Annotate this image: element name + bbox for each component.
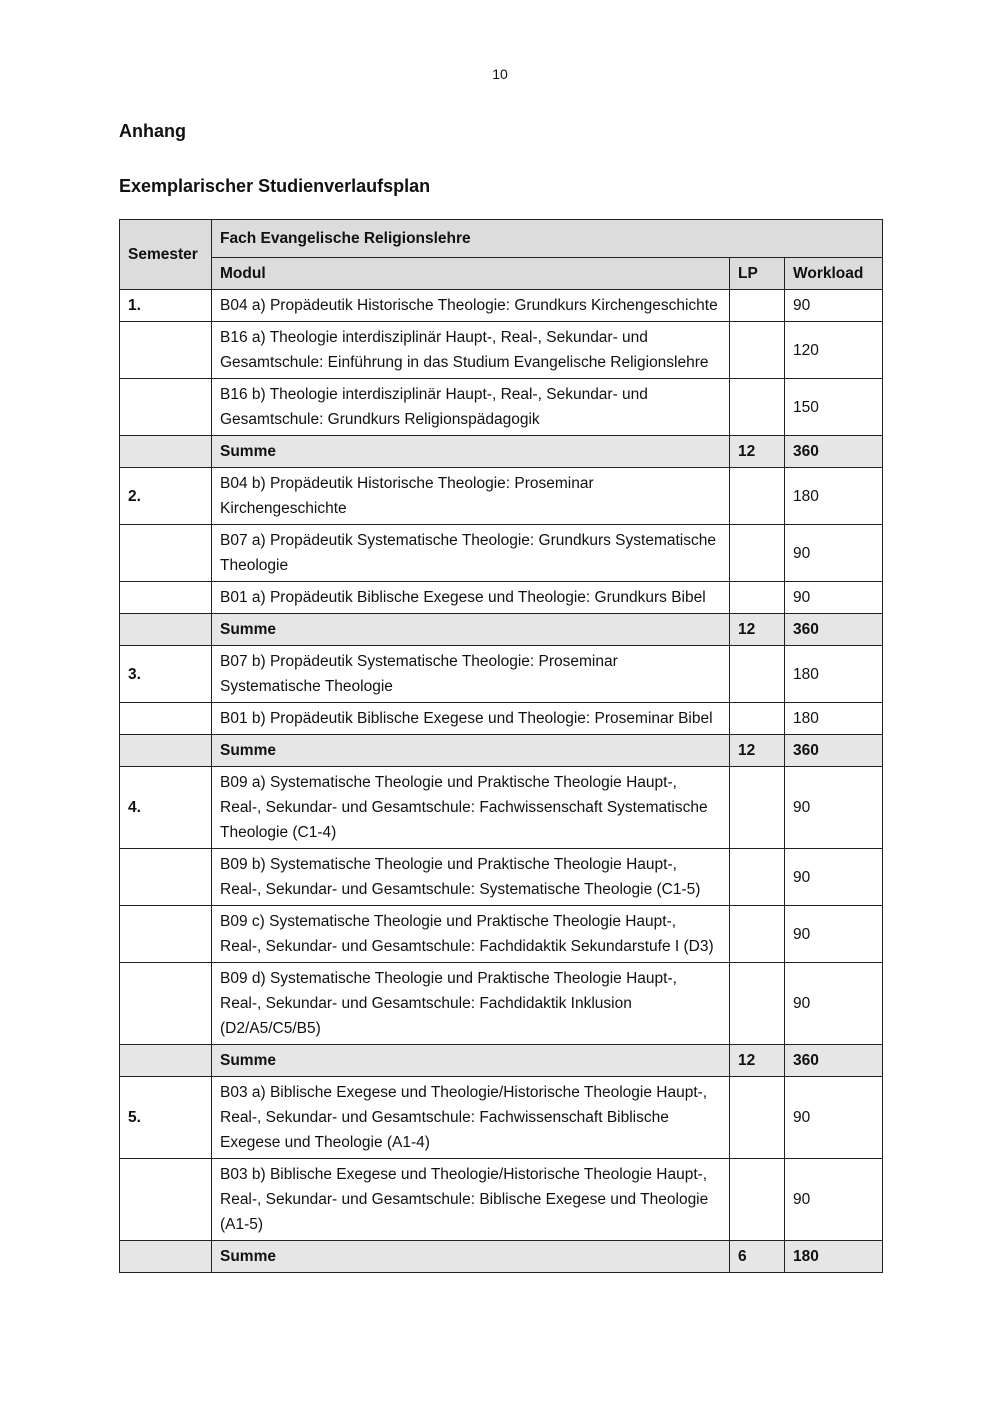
sum-workload: 360: [785, 1045, 883, 1077]
module-workload: 90: [785, 849, 883, 906]
sum-workload: 180: [785, 1241, 883, 1273]
sum-label: Summe: [212, 1241, 730, 1273]
sum-semester-cell: [120, 735, 212, 767]
sum-lp: 12: [730, 1045, 785, 1077]
module-row: [120, 582, 883, 614]
module-lp: [730, 525, 785, 582]
module-row: [120, 468, 883, 525]
module-lp: [730, 322, 785, 379]
column-header-lp: LP: [730, 258, 785, 290]
semester-cell: [120, 906, 212, 963]
semester-cell: [120, 1159, 212, 1241]
module-row: [120, 290, 883, 322]
semester-cell: 4.: [120, 767, 212, 849]
subject-header: Fach Evangelische Religionslehre: [212, 220, 883, 258]
sum-semester-cell: [120, 614, 212, 646]
sum-lp: 6: [730, 1241, 785, 1273]
module-lp: [730, 767, 785, 849]
module-workload: 90: [785, 1077, 883, 1159]
module-name: B16 a) Theologie interdisziplinär Haupt-, Real-, Sekundar- und Gesamtschule: Einführung in das Studium Evangelische Religionslehre: [212, 322, 730, 379]
semester-cell: 1.: [120, 290, 212, 322]
sum-label: Summe: [212, 735, 730, 767]
module-row: [120, 906, 883, 963]
module-row: [120, 767, 883, 849]
module-lp: [730, 582, 785, 614]
semester-cell: [120, 963, 212, 1045]
module-row: [120, 322, 883, 379]
sum-label: Summe: [212, 614, 730, 646]
module-name: B07 b) Propädeutik Systematische Theologie: Proseminar Systematische Theologie: [212, 646, 730, 703]
module-name: B09 a) Systematische Theologie und Praktische Theologie Haupt-, Real-, Sekundar- und Gesamtschule: Fachwissenschaft Systematische Theologie (C1-4): [212, 767, 730, 849]
module-workload: 90: [785, 525, 883, 582]
sum-lp: 12: [730, 614, 785, 646]
module-workload: 90: [785, 1159, 883, 1241]
module-name: B03 a) Biblische Exegese und Theologie/Historische Theologie Haupt-, Real-, Sekundar- und Gesamtschule: Fachwissenschaft Biblische Exegese und Theologie (A1-4): [212, 1077, 730, 1159]
module-workload: 90: [785, 963, 883, 1045]
module-lp: [730, 1077, 785, 1159]
semester-cell: [120, 322, 212, 379]
module-name: B04 a) Propädeutik Historische Theologie: Grundkurs Kirchengeschichte: [212, 290, 730, 322]
sum-workload: 360: [785, 436, 883, 468]
sum-row: [120, 1045, 883, 1077]
module-workload: 180: [785, 468, 883, 525]
sum-workload: 360: [785, 614, 883, 646]
sum-row: [120, 1241, 883, 1273]
module-name: B03 b) Biblische Exegese und Theologie/Historische Theologie Haupt-, Real-, Sekundar- und Gesamtschule: Biblische Exegese und Theologie (A1-5): [212, 1159, 730, 1241]
sum-label: Summe: [212, 1045, 730, 1077]
module-workload: 180: [785, 646, 883, 703]
module-name: B07 a) Propädeutik Systematische Theologie: Grundkurs Systematische Theologie: [212, 525, 730, 582]
module-lp: [730, 963, 785, 1045]
module-lp: [730, 906, 785, 963]
sum-lp: 12: [730, 436, 785, 468]
module-name: B01 a) Propädeutik Biblische Exegese und Theologie: Grundkurs Bibel: [212, 582, 730, 614]
module-row: [120, 1077, 883, 1159]
module-lp: [730, 703, 785, 735]
module-row: [120, 646, 883, 703]
sum-semester-cell: [120, 1241, 212, 1273]
page-heading: Anhang: [119, 121, 186, 141]
sum-semester-cell: [120, 436, 212, 468]
sum-row: [120, 436, 883, 468]
module-lp: [730, 849, 785, 906]
semester-cell: [120, 525, 212, 582]
page-subheading: Exemplarischer Studienverlaufsplan: [119, 176, 431, 196]
semester-cell: 3.: [120, 646, 212, 703]
column-header-row: [120, 258, 883, 290]
module-workload: 90: [785, 582, 883, 614]
module-row: [120, 525, 883, 582]
module-row: [120, 1159, 883, 1241]
module-lp: [730, 1159, 785, 1241]
sum-semester-cell: [120, 1045, 212, 1077]
module-workload: 90: [785, 767, 883, 849]
semester-header: Semester: [120, 220, 212, 290]
sum-lp: 12: [730, 735, 785, 767]
module-row: [120, 379, 883, 436]
module-workload: 150: [785, 379, 883, 436]
module-workload: 120: [785, 322, 883, 379]
semester-cell: [120, 582, 212, 614]
module-name: B09 c) Systematische Theologie und Praktische Theologie Haupt-, Real-, Sekundar- und Gesamtschule: Fachdidaktik Sekundarstufe I (D3): [212, 906, 730, 963]
column-header-workload: Workload: [785, 258, 883, 290]
column-header-modul: Modul: [212, 258, 730, 290]
module-lp: [730, 290, 785, 322]
module-lp: [730, 646, 785, 703]
module-workload: 90: [785, 906, 883, 963]
module-name: B09 b) Systematische Theologie und Praktische Theologie Haupt-, Real-, Sekundar- und Gesamtschule: Systematische Theologie (C1-5): [212, 849, 730, 906]
semester-cell: [120, 849, 212, 906]
header-row: [120, 220, 883, 258]
module-name: B01 b) Propädeutik Biblische Exegese und Theologie: Proseminar Bibel: [212, 703, 730, 735]
module-lp: [730, 379, 785, 436]
module-name: B09 d) Systematische Theologie und Praktische Theologie Haupt-, Real-, Sekundar- und Gesamtschule: Fachdidaktik Inklusion (D2/A5/C5/B5): [212, 963, 730, 1045]
semester-cell: 5.: [120, 1077, 212, 1159]
semester-cell: [120, 379, 212, 436]
semester-cell: 2.: [120, 468, 212, 525]
sum-row: [120, 614, 883, 646]
semester-cell: [120, 703, 212, 735]
sum-label: Summe: [212, 436, 730, 468]
module-row: [120, 849, 883, 906]
module-row: [120, 703, 883, 735]
study-plan-body: [120, 220, 883, 1273]
module-workload: 180: [785, 703, 883, 735]
page-number: 10: [492, 66, 508, 82]
module-row: [120, 963, 883, 1045]
sum-row: [120, 735, 883, 767]
study-plan-table: [119, 219, 883, 1273]
module-workload: 90: [785, 290, 883, 322]
module-lp: [730, 468, 785, 525]
sum-workload: 360: [785, 735, 883, 767]
module-name: B04 b) Propädeutik Historische Theologie: Proseminar Kirchengeschichte: [212, 468, 730, 525]
module-name: B16 b) Theologie interdisziplinär Haupt-, Real-, Sekundar- und Gesamtschule: Grundkurs Religionspädagogik: [212, 379, 730, 436]
